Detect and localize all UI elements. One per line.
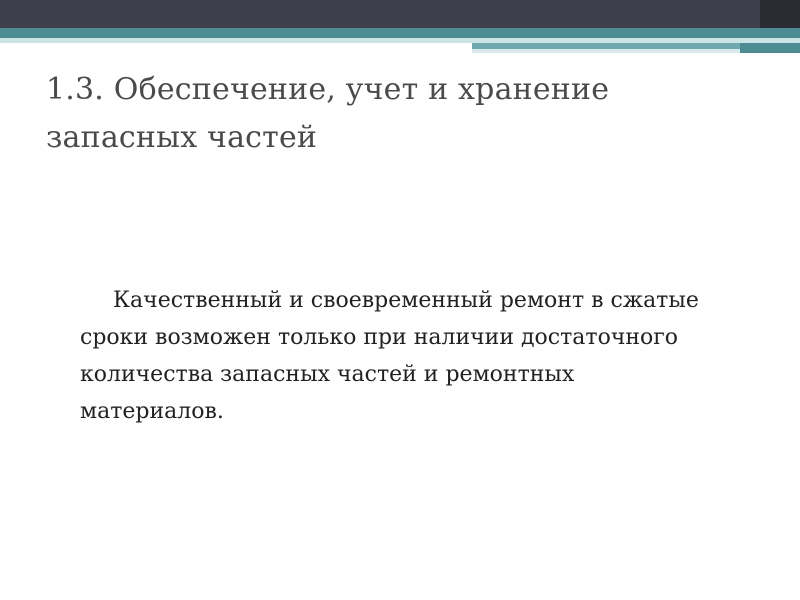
header-stripe-right-end [740, 43, 800, 53]
header-banner [0, 0, 800, 28]
header-stripe-teal [0, 28, 800, 38]
slide-title: 1.3. Обеспечение, учет и хранение запасных частей [46, 72, 610, 155]
header-banner-accent [760, 0, 800, 28]
slide-body-text: Качественный и своевременный ремонт в сжатые сроки возможен только при наличии достаточного количества запасных частей и ремонтных материалов. [80, 288, 699, 424]
